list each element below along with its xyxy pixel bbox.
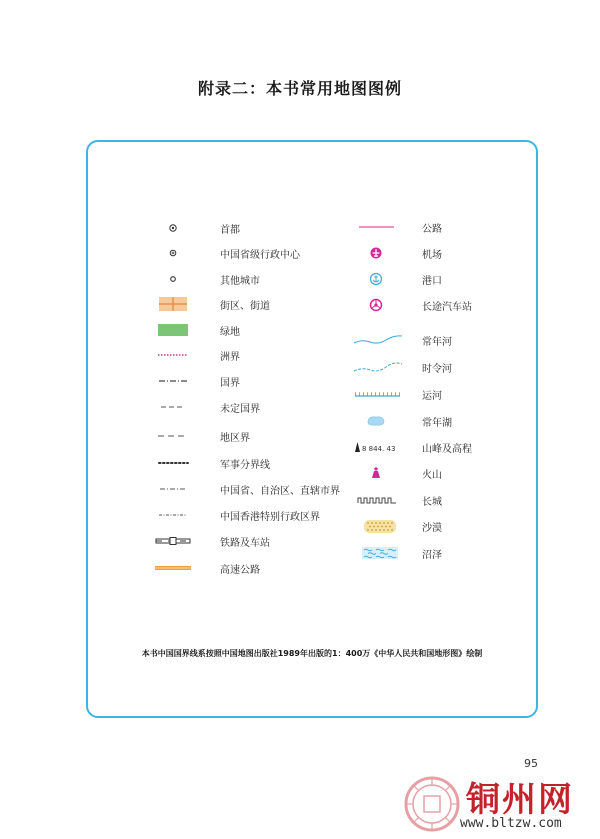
legend-label: 机场 xyxy=(422,249,442,261)
legend-label: 长途汽车站 xyxy=(422,301,472,313)
peak-elevation-text: 8 844. 43 xyxy=(362,445,396,453)
provincial-center-icon xyxy=(146,243,200,263)
watermark-seal-icon xyxy=(402,774,462,834)
port-icon xyxy=(350,269,408,289)
provincial-boundary-icon xyxy=(146,479,200,499)
legend-item-regional-boundary xyxy=(146,426,250,446)
legend-label: 街区、街道 xyxy=(220,300,270,312)
legend-item-expressway xyxy=(146,558,260,578)
desert-icon xyxy=(350,516,408,536)
legend-item-street xyxy=(146,294,270,314)
perennial-river-icon xyxy=(350,330,408,350)
legend-label: 其他城市 xyxy=(220,275,260,287)
legend-label: 洲界 xyxy=(220,351,240,363)
military-line-icon xyxy=(146,453,200,473)
undetermined-boundary-icon xyxy=(146,397,200,417)
legend-label: 公路 xyxy=(422,223,442,235)
legend-label: 常年湖 xyxy=(422,417,452,429)
legend-label: 铁路及车站 xyxy=(220,537,270,549)
legend-item-volcano xyxy=(350,463,442,483)
legend-label: 港口 xyxy=(422,275,442,287)
legend-label: 中国省、自治区、直辖市界 xyxy=(220,485,340,497)
hk-sar-boundary-icon xyxy=(146,505,200,525)
legend-item-provincial-center xyxy=(146,243,300,263)
swamp-icon xyxy=(350,543,408,563)
volcano-icon xyxy=(350,463,408,483)
legend-label: 绿地 xyxy=(220,326,240,338)
street-block-icon xyxy=(146,294,200,314)
legend-item-railway xyxy=(146,531,270,551)
legend-item-port xyxy=(350,269,442,289)
legend-label: 国界 xyxy=(220,377,240,389)
watermark-text: 铜州网 xyxy=(466,780,574,820)
legend-item-military-line xyxy=(146,453,270,473)
railway-icon xyxy=(146,531,200,551)
airport-icon xyxy=(350,243,408,263)
green-space-icon xyxy=(146,320,200,340)
legend-label: 火山 xyxy=(422,469,442,481)
legend-item-city xyxy=(146,269,260,289)
legend-item-provincial-boundary xyxy=(146,479,340,499)
watermark xyxy=(402,772,598,836)
legend-label: 地区界 xyxy=(220,432,250,444)
legend-item-hk-boundary xyxy=(146,505,320,525)
legend-label: 高速公路 xyxy=(220,564,260,576)
road-icon xyxy=(350,217,408,237)
watermark-url: www.bltzw.com xyxy=(460,816,562,831)
perennial-lake-icon xyxy=(350,411,408,431)
legend-item-airport xyxy=(350,243,442,263)
legend-label: 中国香港特别行政区界 xyxy=(220,511,320,523)
legend-item-perennial-lake xyxy=(350,411,452,431)
legend-item-great-wall xyxy=(350,490,442,510)
legend-item-perennial-river xyxy=(350,330,452,350)
legend-item-green xyxy=(146,320,240,340)
legend-item-peak xyxy=(350,437,472,457)
national-boundary-icon xyxy=(146,371,200,391)
legend-label: 首都 xyxy=(220,224,240,236)
capital-icon xyxy=(146,218,200,238)
peak-icon xyxy=(350,437,408,457)
canal-icon xyxy=(350,384,408,404)
legend-item-seasonal-river xyxy=(350,357,452,377)
great-wall-icon xyxy=(350,490,408,510)
legend-item-undetermined-boundary xyxy=(146,397,260,417)
page-title: 附录二：本书常用地图图例 xyxy=(197,79,402,98)
city-icon xyxy=(146,269,200,289)
page-number: 95 xyxy=(524,757,538,770)
legend-label: 沼泽 xyxy=(422,549,442,561)
legend-label: 时令河 xyxy=(422,363,452,375)
footnote: 本书中国国界线系按照中国地图出版社1989年出版的1：400万《中华人民共和国地形图》绘制 xyxy=(141,649,483,658)
legend-item-road xyxy=(350,217,442,237)
legend-item-national-boundary xyxy=(146,371,240,391)
regional-boundary-icon xyxy=(146,426,200,446)
legend-label: 运河 xyxy=(422,390,442,402)
legend-item-canal xyxy=(350,384,442,404)
legend-label: 常年河 xyxy=(422,336,452,348)
seasonal-river-icon xyxy=(350,357,408,377)
legend-label: 山峰及高程 xyxy=(422,443,472,455)
legend-item-swamp xyxy=(350,543,442,563)
continent-boundary-icon xyxy=(146,345,200,365)
expressway-icon xyxy=(146,558,200,578)
legend-label: 中国省级行政中心 xyxy=(220,249,300,261)
legend-label: 军事分界线 xyxy=(220,459,270,471)
legend-label: 沙漠 xyxy=(422,522,442,534)
bus-station-icon xyxy=(350,295,408,315)
legend-label: 未定国界 xyxy=(220,403,260,415)
legend-item-continent-boundary xyxy=(146,345,240,365)
legend-item-bus-station xyxy=(350,295,472,315)
legend-label: 长城 xyxy=(422,496,442,508)
legend-item-capital xyxy=(146,218,240,238)
legend-item-desert xyxy=(350,516,442,536)
